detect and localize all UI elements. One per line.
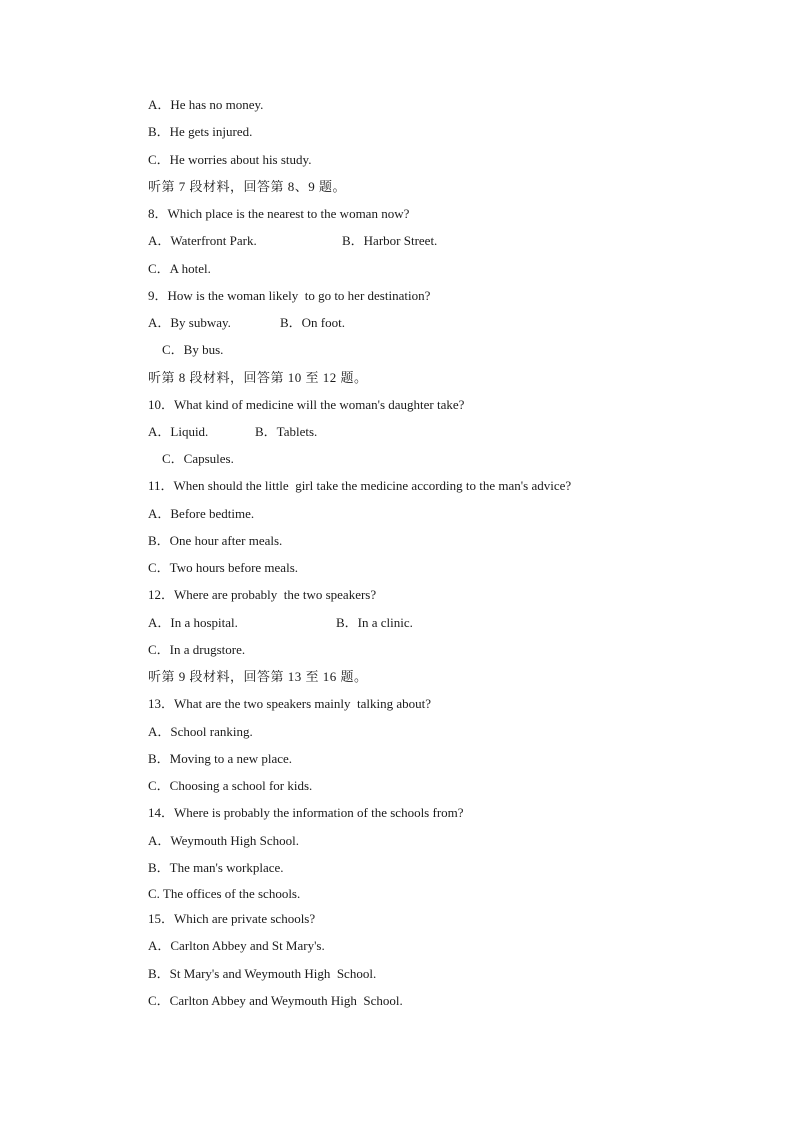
q14-option-c: C. The offices of the schools. <box>148 886 301 901</box>
q9-option-c: C．By bus. <box>162 342 224 357</box>
q7-option-c: C．He worries about his study. <box>148 152 312 167</box>
q7-option-b: B．He gets injured. <box>148 124 253 139</box>
q9-option-b: B．On foot. <box>280 315 346 330</box>
q11-option-a: A．Before bedtime. <box>148 506 255 521</box>
q12-option-c: C．In a drugstore. <box>148 642 246 657</box>
q11-question: 11．When should the little girl take the medicine according to the man's advice? <box>148 478 572 493</box>
q13-option-c: C．Choosing a school for kids. <box>148 778 313 793</box>
q11-option-c: C．Two hours before meals. <box>148 560 299 575</box>
q8-option-b: B．Harbor Street. <box>342 233 438 248</box>
q15-option-c: C．Carlton Abbey and Weymouth High School. <box>148 993 403 1008</box>
section8-header: 听第 8 段材料，回答第 10 至 12 题。 <box>148 370 368 385</box>
q14-option-a: A．Weymouth High School. <box>148 833 299 848</box>
q7-option-a: A．He has no money. <box>148 97 264 112</box>
q10-option-a: A．Liquid. <box>148 424 209 439</box>
q14-question: 14．Where is probably the information of the schools from? <box>148 805 464 820</box>
q13-option-a: A．School ranking. <box>148 724 253 739</box>
section7-header: 听第 7 段材料，回答第 8、9 题。 <box>148 179 347 194</box>
q12-question: 12．Where are probably the two speakers? <box>148 587 377 602</box>
q8-option-c: C．A hotel. <box>148 261 211 276</box>
q12-option-a: A．In a hospital. <box>148 615 238 630</box>
q10-option-c: C．Capsules. <box>162 451 234 466</box>
q9-option-a: A．By subway. <box>148 315 231 330</box>
q15-option-a: A．Carlton Abbey and St Mary's. <box>148 938 325 953</box>
q15-question: 15．Which are private schools? <box>148 911 316 926</box>
q10-option-b: B．Tablets. <box>255 424 318 439</box>
q11-option-b: B．One hour after meals. <box>148 533 283 548</box>
q9-question: 9．How is the woman likely to go to her destination? <box>148 288 431 303</box>
q12-option-b: B．In a clinic. <box>336 615 413 630</box>
q15-option-b: B．St Mary's and Weymouth High School. <box>148 966 377 981</box>
q13-question: 13．What are the two speakers mainly talking about? <box>148 696 432 711</box>
q14-option-b: B．The man's workplace. <box>148 860 284 875</box>
q13-option-b: B．Moving to a new place. <box>148 751 293 766</box>
q8-question: 8．Which place is the nearest to the woman now? <box>148 206 410 221</box>
section9-header: 听第 9 段材料，回答第 13 至 16 题。 <box>148 669 368 684</box>
q10-question: 10．What kind of medicine will the woman's daughter take? <box>148 397 465 412</box>
q8-option-a: A．Waterfront Park. <box>148 233 257 248</box>
